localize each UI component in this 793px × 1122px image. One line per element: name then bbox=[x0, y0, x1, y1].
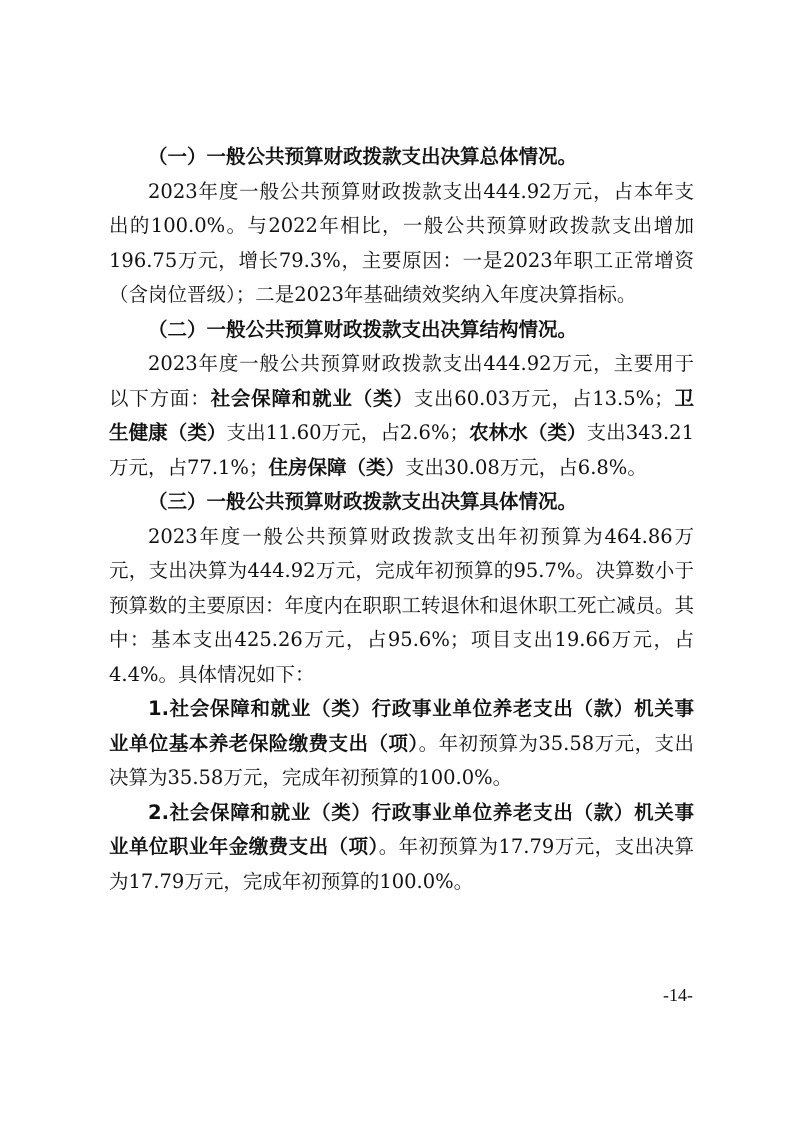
category-name: 社会保障和就业（类） bbox=[210, 386, 414, 410]
section1-heading: （一）一般公共预算财政拨款支出决算总体情况。 bbox=[148, 145, 578, 168]
category-name: 农林水（类） bbox=[468, 421, 587, 444]
section2-heading: （二）一般公共预算财政拨款支出决算结构情况。 bbox=[148, 317, 578, 341]
document-page bbox=[109, 140, 694, 899]
item1-title: 1.社会保障和就业（类）行政事业单位养老支出（款）机关事业单位基本养老保险缴费支出（项） bbox=[109, 697, 694, 755]
category-amount: 支出11.60万元，占2.6%； bbox=[226, 421, 469, 444]
section3-body: 2023年度一般公共预算财政拨款支出年初预算为464.86万元，支出决算为444.92万元，完成年初预算的95.7%。决算数小于预算数的主要原因：年度内在职职工转退休和退休职工死亡减员。其中：基本支出425.26万元，占95.6%；项目支出19.66万元，占4.4%。具体情况如下： bbox=[109, 524, 695, 686]
section1-body: 2023年度一般公共预算财政拨款支出444.92万元，占本年支出的100.0%。与2022年相比，一般公共预算财政拨款支出增加196.75万元，增长79.3%，主要原因：一是2023年职工正常增资（含岗位晋级）；二是2023年基础绩效奖纳入年度决算指标。 bbox=[109, 179, 694, 306]
item2-text: 。年初预算为17.79万元，支出决算为17.79万元，完成年初预算的100.0%。 bbox=[109, 835, 694, 893]
category-amount: 支出30.08万元，占6.8%。 bbox=[404, 455, 647, 479]
item1-paragraph bbox=[109, 692, 694, 796]
category-amount: 支出343.21万元，占77.1%； bbox=[109, 421, 694, 479]
item2-paragraph bbox=[109, 796, 694, 900]
category-name: 住房保障（类） bbox=[268, 455, 405, 479]
page-number: -14- bbox=[663, 985, 693, 1005]
section3-heading: （三）一般公共预算财政拨款支出决算具体情况。 bbox=[148, 490, 578, 513]
category-amount: 支出60.03万元，占13.5%； bbox=[413, 386, 674, 410]
section2-intro: 2023年度一般公共预算财政拨款支出444.92万元，主要用于以下方面： bbox=[109, 352, 694, 410]
section2-body bbox=[109, 347, 694, 485]
category-name: 卫生健康（类） bbox=[109, 386, 694, 444]
item2-title: 2.社会保障和就业（类）行政事业单位养老支出（款）机关事业单位职业年金缴费支出（项） bbox=[109, 800, 694, 858]
item1-text: 。年初预算为35.58万元，支出决算为35.58万元，完成年初预算的100.0%。 bbox=[109, 731, 694, 789]
